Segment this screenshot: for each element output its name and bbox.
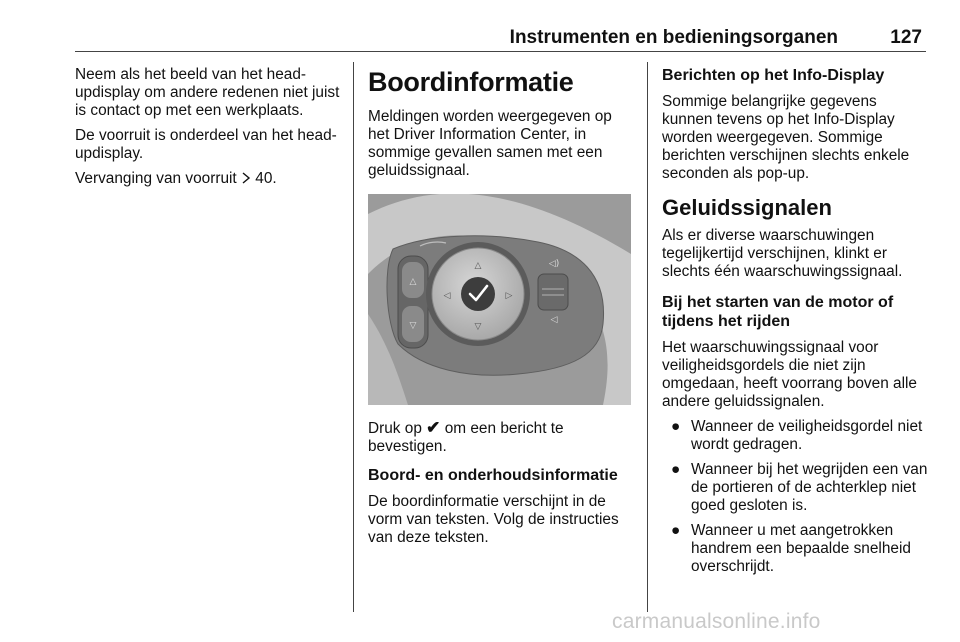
paragraph-info-display: Sommige belangrijke gegevens kunnen tevens op het Info-Display worden weergegeven. Sommige berichten verschijnen slechts enkele seconden als pop-up. — [662, 93, 910, 182]
heading-onderhoudsinformatie: Boord- en onderhoudsinformatie — [368, 467, 618, 484]
confirm-before-text: Druk op — [368, 420, 422, 437]
paragraph-windscreen-part: De voorruit is onderdeel van het head-updisplay. — [75, 127, 337, 162]
column-divider-2 — [647, 62, 648, 612]
column-2 — [368, 66, 634, 554]
bullet-list — [662, 418, 928, 576]
svg-text:△: △ — [409, 277, 417, 287]
paragraph-onboard-info: De boordinformatie verschijnt in de vorm van teksten. Volg de instructies van deze teksten. — [368, 493, 619, 546]
svg-text:▷: ▷ — [505, 291, 513, 301]
heading-starting-driving: Bij het starten van de motor of tijdens het rijden — [662, 294, 894, 330]
page-reference[interactable]: 40. — [255, 170, 277, 187]
section-title: Instrumenten en bedieningsorganen — [509, 27, 838, 48]
list-item — [662, 461, 928, 515]
paragraph-hud-misalignment: Neem als het beeld van het head-updisplay om andere redenen niet juist is contact op met een werkplaats. — [75, 66, 340, 119]
list-item-text: Wanneer de veiligheidsgordel niet wordt gedragen. — [691, 418, 923, 453]
page-number: 127 — [890, 27, 922, 48]
svg-text:◁: ◁ — [443, 291, 451, 301]
watermark: carmanualsonline.info — [612, 610, 821, 633]
svg-text:▽: ▽ — [474, 322, 482, 332]
list-item-text: Wanneer u met aangetrokken handrem een bepaalde snelheid overschrijdt. — [691, 522, 911, 575]
paragraph-warning-chimes: Als er diverse waarschuwingen tegelijkertijd verschijnen, klinkt er slechts één waarschuwingssignaal. — [662, 227, 903, 280]
column-divider-1 — [353, 62, 354, 612]
svg-text:△: △ — [474, 261, 482, 271]
list-item — [662, 418, 928, 454]
bullet-dot-icon: ● — [671, 461, 681, 478]
paragraph-seatbelt-chime: Het waarschuwingssignaal voor veiligheidsgordels die niet zijn omgedaan, heeft voorrang boven alle andere geluidssignalen. — [662, 339, 917, 410]
paragraph-messages: Meldingen worden weergegeven op het Driver Information Center, in sommige gevallen samen met een geluidssignaal. — [368, 108, 612, 179]
svg-text:◁: ◁ — [550, 315, 558, 325]
page-header — [75, 25, 926, 52]
paragraph-confirm — [368, 419, 634, 456]
confirm-after-text: om een bericht te bevestigen. — [368, 420, 564, 455]
svg-text:◁): ◁) — [548, 259, 560, 269]
list-item — [662, 522, 928, 576]
list-item-text: Wanneer bij het wegrijden een van de portieren of de achterklep niet goed gesloten is. — [691, 461, 928, 514]
arrow-reference-icon — [241, 170, 255, 187]
replacement-text: Vervanging van voorruit — [75, 170, 237, 187]
paragraph-windscreen-replacement — [75, 170, 343, 188]
heading-info-display: Berichten op het Info-Display — [662, 67, 885, 84]
bullet-dot-icon: ● — [671, 522, 681, 539]
check-icon: ✔ — [426, 418, 441, 437]
heading-geluidssignalen: Geluidssignalen — [662, 195, 832, 220]
steering-wheel-controls-figure — [368, 194, 631, 405]
column-1 — [75, 66, 343, 195]
svg-text:▽: ▽ — [409, 321, 417, 331]
bullet-dot-icon: ● — [671, 418, 681, 435]
heading-boordinformatie: Boordinformatie — [368, 67, 574, 97]
column-3 — [662, 66, 928, 583]
